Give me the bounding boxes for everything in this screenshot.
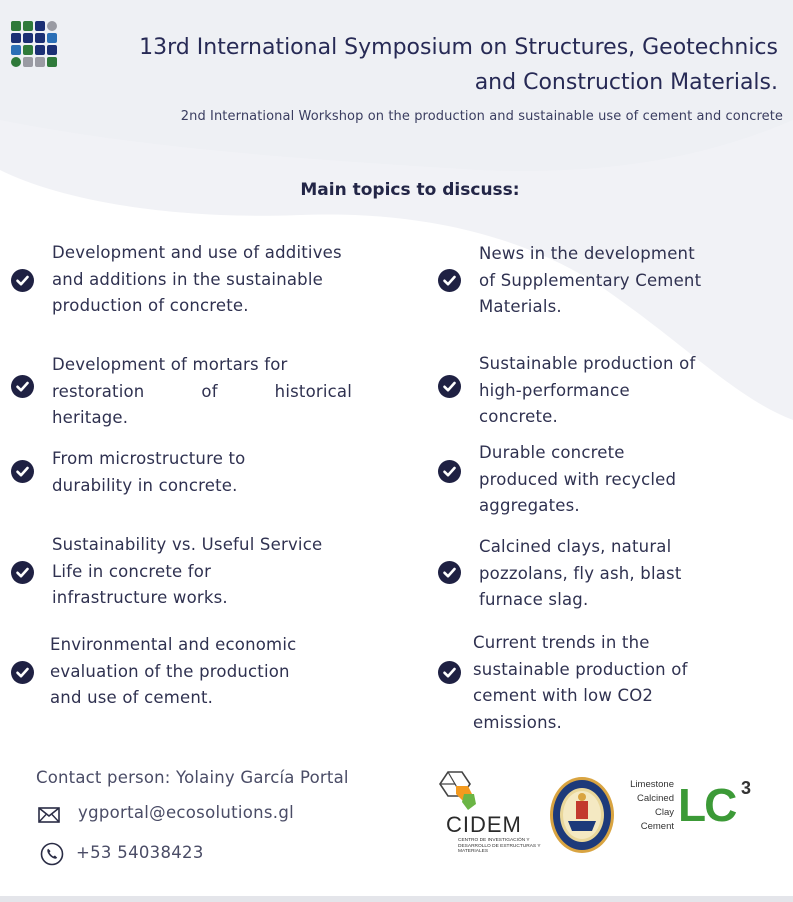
envelope-icon: [38, 807, 60, 823]
lc3-words: Limestone Calcined Clay Cement: [630, 779, 674, 832]
check-circle-icon: [11, 375, 34, 398]
topic-scm-news: News in the development of Supplementary Cement Materials.: [479, 244, 702, 316]
check-circle-icon: [11, 661, 34, 684]
check-circle-icon: [11, 561, 34, 584]
topics-heading: Main topics to discuss:: [300, 180, 520, 200]
topic-service-life: Sustainability vs. Useful Service Life in concrete for infrastructure works.: [52, 535, 323, 607]
phone-icon: [40, 842, 64, 866]
cidem-subtitle: CENTRO DE INVESTIGACIÓN Y DESARROLLO DE ESTRUCTURAS Y MATERIALES: [458, 838, 541, 854]
topic-high-performance: Sustainable production of high-performance concrete.: [479, 354, 696, 426]
email-address[interactable]: ygportal@ecosolutions.gl: [78, 803, 295, 822]
workshop-subtitle: 2nd International Workshop on the production and sustainable use of cement and concrete: [180, 109, 783, 124]
topic-additives: Development and use of additives and additions in the sustainable production of concrete.: [52, 243, 342, 315]
check-circle-icon: [438, 460, 461, 483]
lc3-superscript: 3: [741, 778, 752, 798]
topic-microstructure: From microstructure to durability in concrete.: [52, 449, 246, 495]
cidem-name: CIDEM: [446, 812, 522, 837]
check-circle-icon: [438, 269, 461, 292]
phone-number[interactable]: +53 54038423: [76, 843, 204, 862]
check-circle-icon: [11, 460, 34, 483]
contact-person: Contact person: Yolainy García Portal: [36, 768, 349, 787]
symposium-title: [58, 30, 778, 100]
topic-calcined-clays: Calcined clays, natural pozzolans, fly ash, blast furnace slag.: [479, 537, 682, 609]
lc3-mark: LC: [678, 779, 736, 831]
bottom-divider: [0, 896, 793, 902]
lc3-logo: [622, 778, 772, 838]
check-circle-icon: [438, 375, 461, 398]
check-circle-icon: [438, 661, 461, 684]
topic-low-co2-cement: Current trends in the sustainable production of cement with low CO2 emissions.: [473, 633, 688, 732]
topic-environmental-evaluation: Environmental and economic evaluation of the production and use of cement.: [50, 635, 297, 707]
university-seal: [548, 775, 616, 855]
topic-mortars: Development of mortars for restoration of historical heritage.: [52, 355, 352, 427]
cidem-hexagon-mark: [434, 770, 478, 812]
title-line-1: 13rd International Symposium on Structures, Geotechnics: [139, 35, 778, 60]
title-line-2: and Construction Materials.: [474, 70, 778, 95]
cidem-logo: [432, 770, 542, 860]
symposium-logo: [11, 21, 59, 69]
topic-recycled-aggregates: Durable concrete produced with recycled aggregates.: [479, 443, 677, 515]
check-circle-icon: [11, 269, 34, 292]
check-circle-icon: [438, 561, 461, 584]
